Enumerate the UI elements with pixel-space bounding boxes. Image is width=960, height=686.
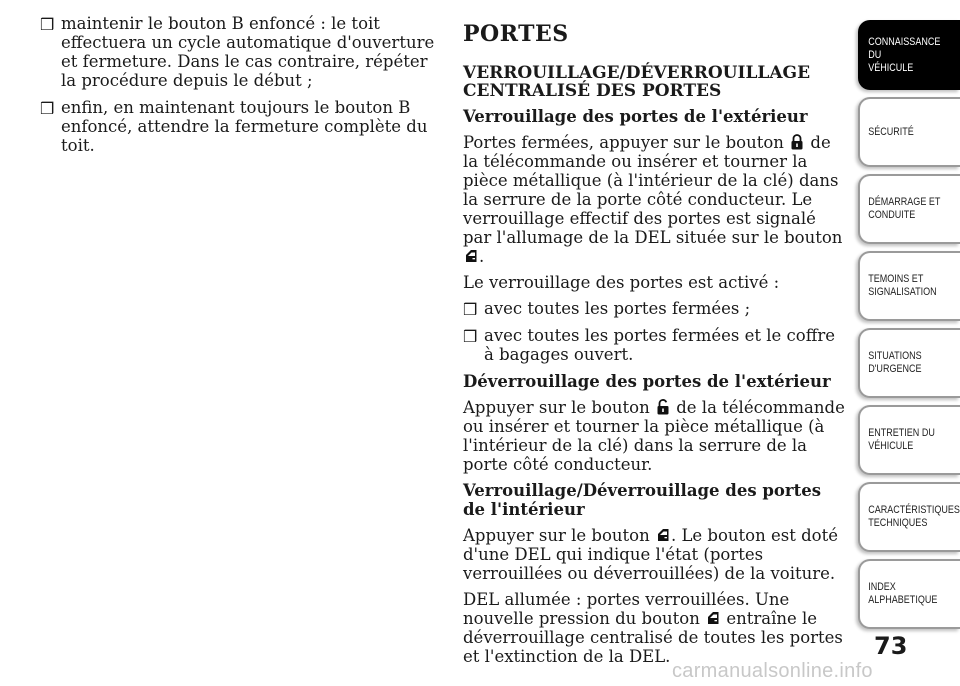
checkbox-bullet-icon: ❒ (463, 327, 478, 346)
main-column (463, 22, 848, 673)
heading-inside: Verrouillage/Déverrouillage des portes de l'intérieur (463, 481, 821, 519)
tab-label: ENTRETIEN DU VÉHICULE (868, 427, 935, 452)
paragraph-text: de la télécommande ou insérer et tourner la pièce métallique (à l'intérieur de la clé) dans la serrure de la porte côté conducteur. Le verrouillage effectif des portes est signalé par l'allumage de la DEL située sur le bouton (463, 133, 843, 247)
paragraph-text: Appuyer sur le bouton (463, 526, 650, 545)
paragraph-text: DEL allumée : portes verrouillées. Une nouvelle pression du bouton (463, 590, 790, 628)
heading-unlock-outside: Déverrouillage des portes de l'extérieur (463, 372, 831, 391)
list-item (40, 98, 440, 155)
watermark: carmanualsonline.info (672, 660, 873, 682)
paragraph (463, 133, 848, 266)
tab-entretien-du-vehicule[interactable] (858, 405, 960, 475)
list-item-text: enfin, en maintenant toujours le bouton B enfoncé, attendre la fermeture complète du toit. (61, 98, 428, 155)
subsection-title: VERROUILLAGE/DÉVERROUILLAGE CENTRALISÉ DES PORTES (463, 63, 811, 101)
paragraph-text: de la télécommande ou insérer et tourner la pièce métallique (à l'intérieur de la clé) dans la serrure de la porte côté conducteur. (463, 398, 845, 474)
door-lock-icon (706, 610, 720, 626)
tab-label: DÉMARRAGE ET CONDUITE (868, 196, 941, 221)
paragraph (463, 398, 848, 474)
paragraph-text: . Le bouton est doté d'une DEL qui indique l'état (portes verrouillées ou déverrouillées) de la voiture. (463, 526, 838, 583)
chapter-tabs (858, 20, 960, 636)
paragraph-text: Portes fermées, appuyer sur le bouton (463, 133, 784, 152)
padlock-closed-icon (790, 134, 804, 150)
tab-securite[interactable] (858, 97, 960, 167)
section-title: PORTES (463, 21, 569, 47)
list-item (40, 14, 440, 90)
paragraph: Le verrouillage des portes est activé : (463, 273, 780, 292)
paragraph-text: Appuyer sur le bouton (463, 398, 650, 417)
tab-label: CONNAISSANCE DU VÉHICULE (868, 35, 941, 74)
paragraph (463, 526, 848, 583)
checkbox-bullet-icon: ❒ (40, 99, 55, 118)
tab-label: CARACTÉRISTIQUES TECHNIQUES (868, 504, 960, 529)
tab-label: SÉCURITÉ (868, 125, 914, 138)
paragraph-text: . (479, 247, 485, 266)
checkbox-bullet-icon: ❒ (463, 300, 478, 319)
tab-caracteristiques-techniques[interactable] (858, 482, 960, 552)
padlock-open-icon (656, 399, 670, 415)
tab-index-alphabetique[interactable] (858, 559, 960, 629)
checkbox-bullet-icon: ❒ (40, 15, 55, 34)
tab-temoins-et-signalisation[interactable] (858, 251, 960, 321)
door-lock-icon (464, 248, 478, 264)
list-item-text: avec toutes les portes fermées ; (484, 299, 751, 318)
door-lock-icon (656, 527, 670, 543)
list-item-text: maintenir le bouton B enfoncé : le toit effectuera un cycle automatique d'ouverture et fermeture. Dans le cas contraire, répéter la procédure depuis le début ; (61, 14, 435, 90)
list-item (463, 326, 848, 364)
tab-situations-d-urgence[interactable] (858, 328, 960, 398)
paragraph (463, 590, 848, 666)
list-item (463, 299, 848, 318)
paragraph-text: entraîne le déverrouillage centralisé de toutes les portes et l'extinction de la DEL. (463, 609, 843, 666)
list-item-text: avec toutes les portes fermées et le coffre à bagages ouvert. (484, 326, 836, 364)
tab-label: TEMOINS ET SIGNALISATION (868, 273, 937, 298)
tab-label: SITUATIONS D'URGENCE (868, 350, 922, 375)
left-column (40, 14, 440, 163)
tab-label: INDEX ALPHABETIQUE (868, 581, 938, 606)
tab-connaissance-du-vehicule[interactable] (858, 20, 960, 90)
tab-demarrage-et-conduite[interactable] (858, 174, 960, 244)
page-number: 73 (874, 632, 908, 660)
heading-lock-outside: Verrouillage des portes de l'extérieur (463, 107, 808, 126)
